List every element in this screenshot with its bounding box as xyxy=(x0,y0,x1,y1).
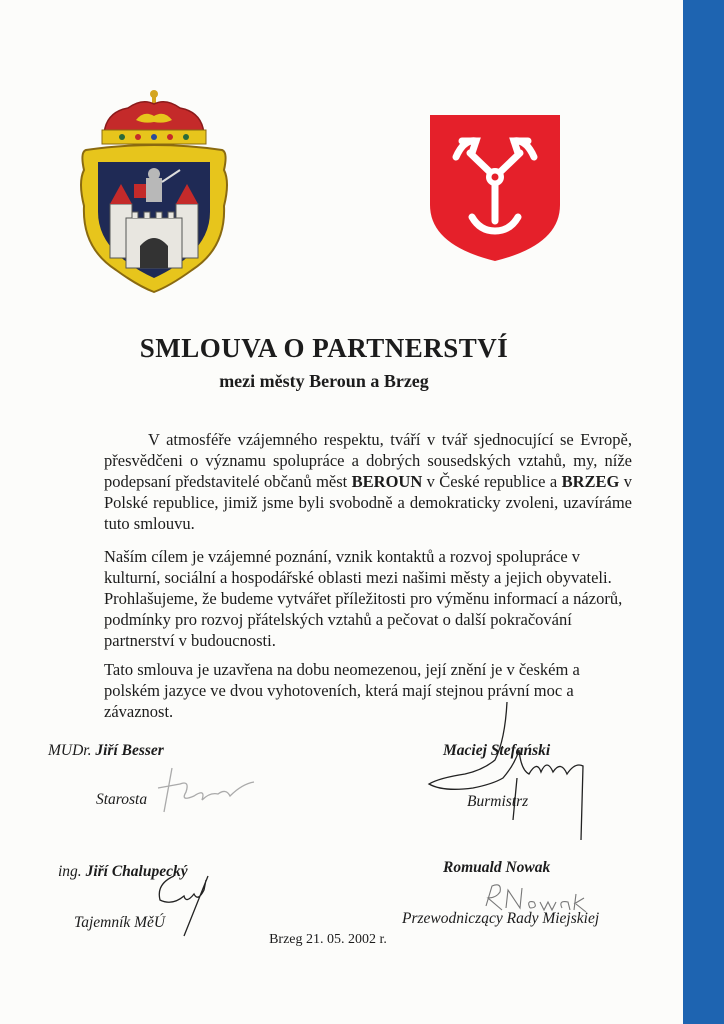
signatory-1-role: Starosta xyxy=(96,791,148,808)
goals-text-2: Prohlašujeme, že budeme vytvářet příležitosti pro výměnu informací a názorů, podmínky pro rozvoj přátelských vztahů a pečovat o další pokračování partnerství v budoucnosti. xyxy=(104,589,623,650)
signatory-2-name xyxy=(443,742,550,760)
beroun-coat-of-arms-icon xyxy=(76,86,232,298)
signatory-3-role: Tajemník MěÚ xyxy=(74,914,166,931)
signatory-4-role: Przewodniczący Rady Miejskiej xyxy=(402,910,600,927)
signature-stefanski xyxy=(425,700,595,850)
signatory-4-fullname: Romuald Nowak xyxy=(443,859,551,876)
paragraph-goals xyxy=(104,546,632,651)
signatory-1-name xyxy=(48,742,164,760)
signature-besser xyxy=(150,762,260,816)
paragraph-validity: Tato smlouva je uzavřena na dobu neomezenou, její znění je v českém a polském jazyce ve dvou vyhotoveních, která mají stejnou právní moc a závaznost. xyxy=(104,660,580,721)
signing-date: Brzeg 21. 05. 2002 r. xyxy=(269,932,387,947)
signatory-3-prefix: ing. xyxy=(58,863,82,880)
signatory-4-name xyxy=(443,859,550,877)
signatory-3-fullname: Jiří Chalupecký xyxy=(85,863,188,880)
preamble-text-2: v České republice a xyxy=(422,472,562,491)
signatory-1-prefix: MUDr. xyxy=(48,742,92,759)
side-blue-bar xyxy=(683,0,724,1024)
signatory-1-fullname: Jiří Besser xyxy=(95,742,164,759)
city-beroun: BEROUN xyxy=(351,472,423,491)
signatory-2-fullname: Maciej Stefański xyxy=(443,742,551,759)
brzeg-coat-of-arms-icon xyxy=(428,113,562,263)
document-title: SMLOUVA O PARTNERSTVÍ xyxy=(139,333,509,363)
document-subtitle: mezi městy Beroun a Brzeg xyxy=(219,371,429,391)
signatory-3-name xyxy=(58,863,188,881)
city-brzeg: BRZEG xyxy=(561,472,620,491)
preamble-text-1: V atmosféře vzájemného respektu, tváří v tvář sjednocující se Evropě, přesvědčeni o významu spolupráce a dobrých sousedských vztahů, my, níže podepsaní představitelé občanů měst xyxy=(104,430,632,491)
goals-text-1: Naším cílem je vzájemné poznání, vznik kontaktů a rozvoj spolupráce v kulturní, sociální a hospodářské oblasti mezi našimi městy a jejich obyvateli. xyxy=(104,547,612,587)
paragraph-preamble xyxy=(104,429,632,534)
preamble-text-3: v Polské republice, jimiž jsme byli svobodně a demokraticky zvoleni, uzavíráme tuto smlouvu. xyxy=(104,472,633,533)
signatory-2-role: Burmistrz xyxy=(467,793,529,810)
